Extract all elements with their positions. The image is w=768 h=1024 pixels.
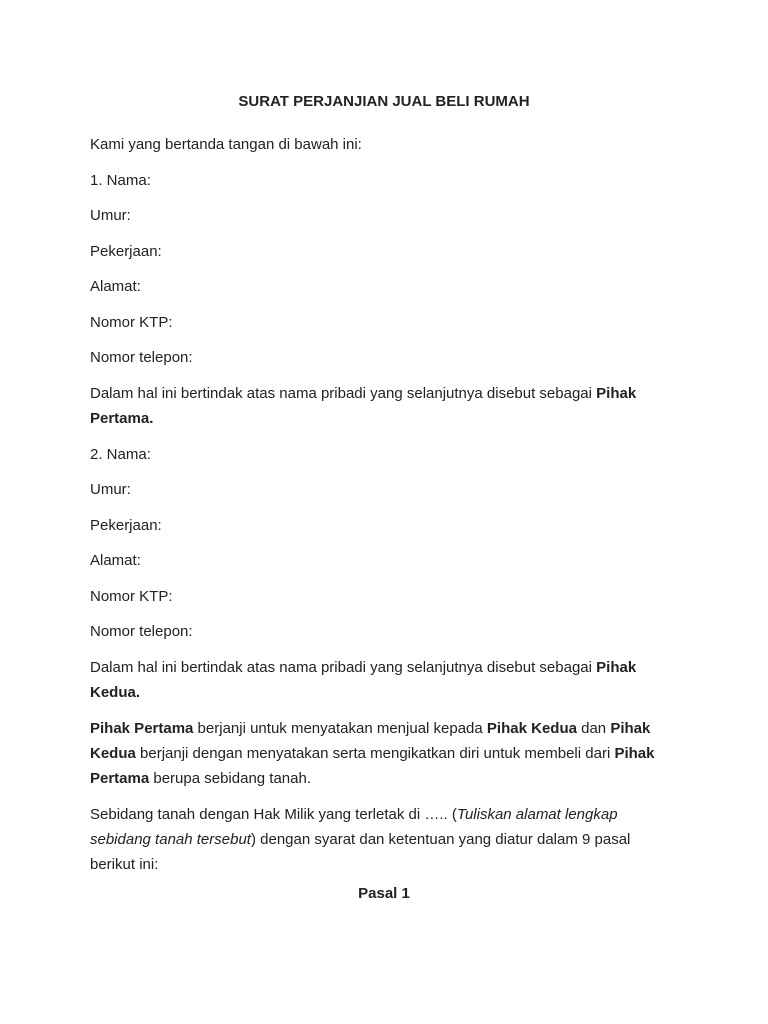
- party2-role: Pihak Kedua.: [90, 659, 637, 701]
- party2-ktp: Nomor KTP:: [90, 588, 173, 605]
- party2-pekerjaan: Pekerjaan:: [90, 517, 162, 534]
- agreement-text-3: berjanji dengan menyatakan serta mengikatkan diri untuk membeli dari: [135, 745, 615, 762]
- agreement-paragraph: [90, 716, 670, 791]
- party2-alamat: Alamat:: [90, 552, 141, 569]
- agreement-party2-b: Pihak Kedua: [90, 720, 651, 762]
- agreement-text-4: berupa sebidang tanah.: [149, 770, 312, 787]
- party2-umur: Umur:: [90, 481, 131, 498]
- land-text-1: Sebidang tanah dengan Hak Milik yang terletak di ….. (: [90, 806, 457, 823]
- party1-ktp: Nomor KTP:: [90, 314, 173, 331]
- agreement-text-2: dan: [576, 720, 611, 737]
- party1-pekerjaan: Pekerjaan:: [90, 243, 162, 260]
- agreement-text-1: berjanji untuk menyatakan menjual kepada: [193, 720, 487, 737]
- party2-statement: [90, 655, 650, 705]
- party1-statement-text: Dalam hal ini bertindak atas nama pribadi yang selanjutnya disebut sebagai: [90, 385, 597, 402]
- agreement-party2: Pihak Kedua: [486, 720, 577, 737]
- party1-alamat: Alamat:: [90, 278, 141, 295]
- document-title: SURAT PERJANJIAN JUAL BELI RUMAH: [238, 93, 530, 110]
- party2-statement-text: Dalam hal ini bertindak atas nama pribadi yang selanjutnya disebut sebagai: [90, 659, 597, 676]
- land-paragraph: [90, 802, 650, 877]
- agreement-party1-b: Pihak Pertama: [90, 745, 655, 787]
- party1-role: Pihak Pertama.: [90, 385, 637, 427]
- party1-statement: [90, 381, 650, 431]
- party1-nama: 1. Nama:: [90, 172, 151, 189]
- agreement-party1: Pihak Pertama: [90, 720, 194, 737]
- land-address-note: Tuliskan alamat lengkap sebidang tanah tersebut: [90, 806, 618, 848]
- party2-telepon: Nomor telepon:: [90, 623, 193, 640]
- party1-telepon: Nomor telepon:: [90, 349, 193, 366]
- party2-nama: 2. Nama:: [90, 446, 151, 463]
- pasal-heading: Pasal 1: [358, 885, 410, 902]
- land-text-2: ) dengan syarat dan ketentuan yang diatur dalam 9 pasal berikut ini:: [90, 831, 631, 873]
- party1-umur: Umur:: [90, 207, 131, 224]
- intro-text: Kami yang bertanda tangan di bawah ini:: [90, 136, 362, 153]
